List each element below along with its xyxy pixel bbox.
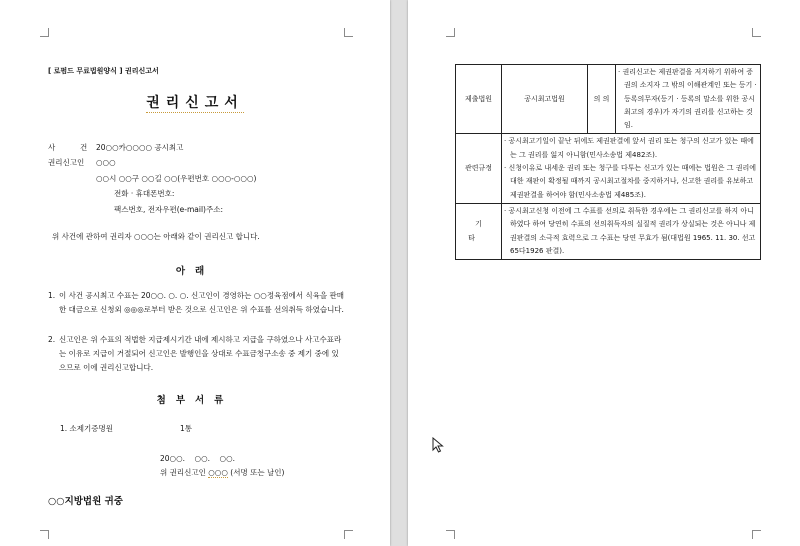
reporter-fax-email: 팩스번호, 전자우편(e-mail)주소: bbox=[114, 205, 223, 214]
row-content bbox=[502, 134, 761, 203]
court-addressee: ○○지방법원 귀중 bbox=[48, 496, 123, 507]
crop-mark bbox=[446, 530, 455, 539]
list-item: · 공시최고기일이 끝난 뒤에도 제권판결에 앞서 권리 또는 청구의 신고가 있는 때에는 그 권리를 잃지 아니함(민사소송법 제482조). bbox=[504, 137, 754, 159]
signature-suffix: (서명 또는 날인) bbox=[230, 468, 285, 477]
crop-mark bbox=[40, 530, 49, 539]
claim-item-2 bbox=[48, 333, 346, 375]
attachment-count: 1통 bbox=[180, 424, 193, 433]
crop-mark bbox=[446, 28, 455, 37]
section-heading-below: 아래 bbox=[175, 266, 215, 277]
form-header-label: [ 로펌드 무료법원양식 ] 권리신고서 bbox=[48, 67, 159, 75]
signature-line bbox=[160, 468, 284, 478]
row-label: 기타 bbox=[456, 203, 502, 259]
table-row bbox=[456, 65, 761, 134]
row-sub-label-2: 의 의 bbox=[588, 65, 616, 134]
table-row bbox=[456, 134, 761, 203]
case-label: 사 bbox=[48, 143, 56, 152]
intro-statement: 위 사건에 관하여 권리자 ○○○는 아래와 같이 권리신고 합니다. bbox=[52, 232, 260, 241]
crop-mark bbox=[40, 28, 49, 37]
info-table bbox=[455, 64, 761, 260]
section-heading-attachments: 첨부서류 bbox=[156, 395, 234, 406]
case-number: 20○○카○○○○ 공시최고 bbox=[96, 143, 184, 152]
row-label: 관련규정 bbox=[456, 134, 502, 203]
reporter-name: ○○○ bbox=[96, 158, 116, 167]
row-sub-label: 공시최고법원 bbox=[502, 65, 588, 134]
row-content bbox=[502, 203, 761, 259]
signature-prefix: 위 권리신고인 bbox=[160, 468, 206, 477]
claim-item-1 bbox=[48, 289, 346, 317]
reporter-address: ○○시 ○○구 ○○길 ○○(우편번호 ○○○-○○○) bbox=[96, 174, 257, 183]
document-page-right bbox=[408, 0, 800, 546]
crop-mark bbox=[752, 28, 761, 37]
reporter-label: 권리신고인 bbox=[48, 158, 85, 167]
crop-mark bbox=[344, 28, 353, 37]
claim-item-number: 1. bbox=[48, 291, 56, 300]
list-item: · 신청이유로 내세운 권리 또는 청구를 다투는 신고가 있는 때에는 법원은 그 권리에 대한 재판이 확정될 때까지 공시최고절차를 중지하거나, 신고한 권리를 유보하고 제권판결을 하여야 함(민사소송법 제485조). bbox=[504, 164, 757, 199]
claim-item-number: 2. bbox=[48, 335, 56, 344]
mouse-pointer-icon bbox=[432, 437, 444, 457]
claim-item-text: 신고인은 위 수표의 적법한 지급제시기간 내에 제시하고 지급을 구하였으나 사고수표라는 이유로 지급이 거절되어 신고인은 발행인을 상대로 수표금청구소송 중 제기 중에 있으므로 이에 권리신고합니다. bbox=[59, 335, 342, 372]
claim-item-text: 이 사건 공시최고 수표는 20○○. ○. ○. 신고인이 경영하는 ○○정육점에서 식육을 판매한 대금으로 신청외 ◎◎◎로부터 받은 것으로 신고인은 위 수표를 선의취득 하였습니다. bbox=[59, 291, 345, 314]
reporter-phone: 전화 · 휴대폰번호: bbox=[114, 189, 175, 198]
list-item: · 권리신고는 제권판결을 저지하기 위하여 증권의 소지자 그 밖의 이해관계인 또는 등기 · 등록의무자(등기 · 등록의 말소를 위한 공시최고의 경우)가 자기의 권리를 신고하는 것임. bbox=[618, 68, 757, 130]
table-row bbox=[456, 203, 761, 259]
signature-name: ○○○ bbox=[208, 468, 228, 477]
signature-date: 20○○. ○○. ○○. bbox=[160, 454, 236, 463]
crop-mark bbox=[344, 530, 353, 539]
row-label: 제출법원 bbox=[456, 65, 502, 134]
row-content bbox=[616, 65, 761, 134]
crop-mark bbox=[752, 530, 761, 539]
document-page-left bbox=[0, 0, 390, 546]
list-item: · 공시최고신청 이전에 그 수표를 선의로 취득한 경우에는 그 권리신고를 하지 아니하였다 하여 당연히 수표의 선의취득자의 실질적 권리가 상실되는 것은 아니나 제권판결의 소극적 효력으로 그 수표는 당연 무효가 됨(대법원 1965. 11. 30. 선고 65다1926 판결). bbox=[504, 206, 756, 255]
document-title: 권리신고서 bbox=[146, 95, 244, 111]
attachment-label: 1. 소제기증명원 bbox=[60, 424, 114, 433]
case-label-2: 건 bbox=[80, 143, 88, 152]
